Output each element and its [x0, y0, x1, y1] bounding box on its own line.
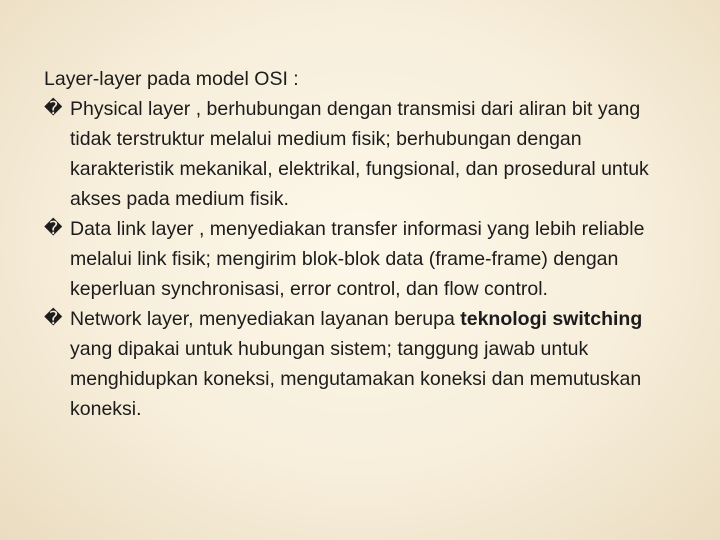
bullet-text: Data link layer , menyediakan transfer informasi yang lebih reliable melalui link fisik; mengirim blok-blok data (frame-frame) dengan keperluan synchronisasi, error control, dan flow control.: [70, 218, 645, 300]
bullet-icon: �: [44, 218, 63, 239]
slide-content: [44, 64, 684, 424]
bullet-network-layer: [44, 304, 684, 424]
bullet-text-end: yang dipakai untuk hubungan sistem; tanggung jawab untuk menghidupkan koneksi, mengutamakan koneksi dan memutuskan koneksi.: [70, 338, 642, 420]
bullet-bold-term: teknologi switching: [460, 308, 643, 330]
slide-heading: Layer-layer pada model OSI :: [44, 68, 299, 90]
bullet-data-link-layer: [44, 214, 684, 304]
bullet-icon: �: [44, 308, 63, 329]
bullet-text-start: Network layer, menyediakan layanan berupa: [70, 308, 461, 330]
bullet-text: Physical layer , berhubungan dengan transmisi dari aliran bit yang tidak terstruktur melalui medium fisik; berhubungan dengan karakteristik mekanikal, elektrikal, fungsional, dan prosedural untuk akses pada medium fisik.: [70, 98, 649, 210]
bullet-icon: �: [44, 98, 63, 119]
bullet-physical-layer: [44, 94, 684, 214]
